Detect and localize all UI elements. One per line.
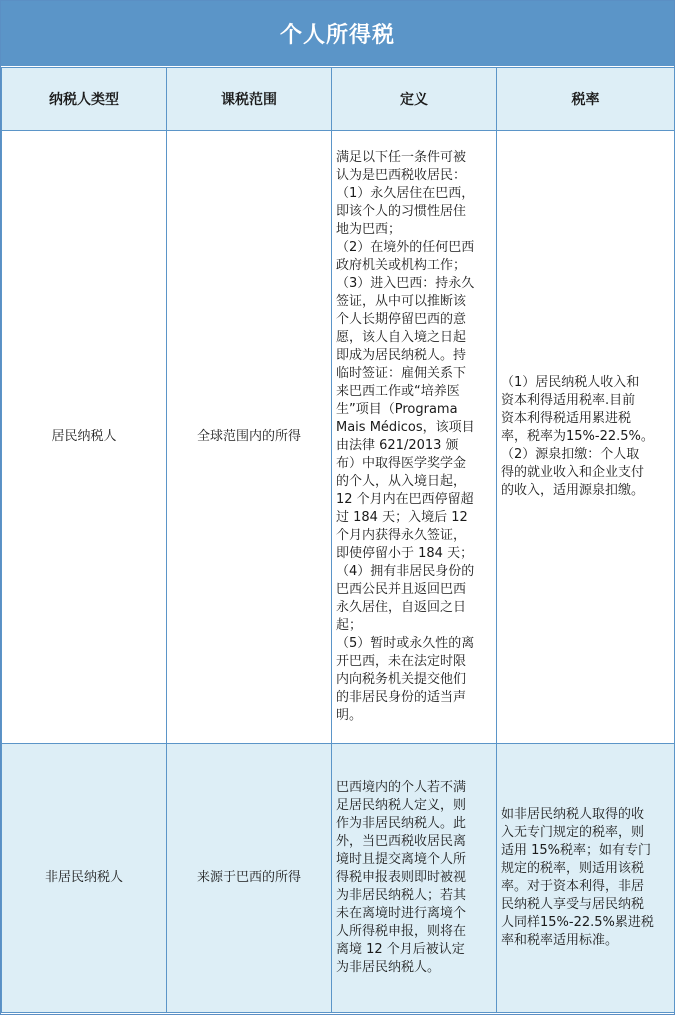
table-row-nonresident — [2, 744, 675, 1013]
text-line: 来巴西工作或“培养医 — [336, 384, 460, 399]
cell-tax-scope: 全球范围内的所得 — [167, 131, 332, 744]
text-line: 如非居民纳税人取得的收 — [501, 807, 645, 822]
text-line: 即成为居民纳税人。持 — [336, 348, 467, 363]
cell-definition — [332, 131, 497, 744]
text-line: 外，当巴西税收居民离 — [336, 834, 467, 849]
cell-tax-rate — [497, 131, 675, 744]
text-line: 巴西公民并且返回巴西 — [336, 582, 467, 597]
rate-lines — [501, 374, 669, 500]
text-line: （1）永久居住在巴西， — [336, 186, 475, 201]
text-line: 的非居民身份的适当声 — [336, 690, 467, 705]
text-line: 率。对于资本利得，非居 — [501, 879, 645, 894]
text-line: 人所得税申报，则将在 — [336, 924, 467, 939]
cell-taxpayer-type: 居民纳税人 — [2, 131, 167, 744]
text-line: 巴西境内的个人若不满 — [336, 780, 467, 795]
text-line: 足居民纳税人定义，则 — [336, 798, 467, 813]
header-tax-rate: 税率 — [497, 68, 675, 131]
text-line: 个人长期停留巴西的意 — [336, 312, 467, 327]
rate-lines — [501, 806, 669, 950]
definition-lines — [336, 149, 491, 725]
text-line: （2）在境外的任何巴西 — [336, 240, 475, 255]
text-line: 内向税务机关提交他们 — [336, 672, 467, 687]
table-header-row — [2, 68, 675, 131]
text-line: 个月内获得永久签证， — [336, 528, 467, 543]
text-line: 由法律 621/2013 颁 — [336, 438, 459, 453]
text-line: Mais Médicos，该项目 — [336, 420, 475, 435]
text-line: 得的就业收入和企业支付 — [501, 465, 645, 480]
text-line: 得税申报表则即时被视 — [336, 870, 467, 885]
text-line: 为非居民纳税人；若其 — [336, 888, 467, 903]
text-line: （2）源泉扣缴：个人取 — [501, 447, 640, 462]
text-line: 认为是巴西税收居民： — [336, 168, 467, 183]
cell-definition — [332, 744, 497, 1013]
text-line: 率，税率为15%-22.5%。 — [501, 429, 654, 444]
text-line: 愿，该人自入境之日起 — [336, 330, 467, 345]
text-line: （3）进入巴西：持永久 — [336, 276, 475, 291]
text-line: 离境 12 个月后被认定 — [336, 942, 465, 957]
text-line: （5）暂时或永久性的离 — [336, 636, 475, 651]
table-row-resident — [2, 131, 675, 744]
text-line: 适用 15%税率；如有专门 — [501, 843, 652, 858]
definition-lines — [336, 779, 491, 977]
text-line: 永久居住，自返回之日 — [336, 600, 467, 615]
header-definition: 定义 — [332, 68, 497, 131]
header-taxpayer-type: 纳税人类型 — [2, 68, 167, 131]
text-line: 资本利得适用税率.目前 — [501, 393, 636, 408]
header-tax-scope: 课税范围 — [167, 68, 332, 131]
text-line: 起； — [336, 618, 363, 633]
text-line: 满足以下任一条件可被 — [336, 150, 467, 165]
cell-tax-rate — [497, 744, 675, 1013]
text-line: 布）中取得医学奖学金 — [336, 456, 467, 471]
text-line: 政府机关或机构工作； — [336, 258, 467, 273]
text-line: （1）居民纳税人收入和 — [501, 375, 640, 390]
text-line: （4）拥有非居民身份的 — [336, 564, 475, 579]
text-line: 明。 — [336, 708, 363, 723]
page-title: 个人所得税 — [1, 1, 674, 67]
text-line: 入无专门规定的税率，则 — [501, 825, 645, 840]
text-line: 境时且提交离境个人所 — [336, 852, 467, 867]
text-line: 规定的税率，则适用该税 — [501, 861, 645, 876]
text-line: 临时签证：雇佣关系下 — [336, 366, 467, 381]
text-line: 生”项目（Programa — [336, 402, 458, 417]
text-line: 即使停留小于 184 天； — [336, 546, 474, 561]
cell-taxpayer-type: 非居民纳税人 — [2, 744, 167, 1013]
text-line: 签证，从中可以推断该 — [336, 294, 467, 309]
text-line: 人同样15%-22.5%累进税 — [501, 915, 654, 930]
text-line: 民纳税人享受与居民纳税 — [501, 897, 645, 912]
tax-table — [1, 67, 675, 1013]
text-line: 过 184 天；入境后 12 — [336, 510, 468, 525]
text-line: 作为非居民纳税人。此 — [336, 816, 467, 831]
text-line: 即该个人的习惯性居住 — [336, 204, 467, 219]
text-line: 的个人，从入境日起， — [336, 474, 467, 489]
text-line: 率和税率适用标准。 — [501, 933, 619, 948]
text-line: 地为巴西； — [336, 222, 402, 237]
text-line: 12 个月内在巴西停留超 — [336, 492, 474, 507]
text-line: 未在离境时进行离境个 — [336, 906, 467, 921]
text-line: 开巴西，未在法定时限 — [336, 654, 467, 669]
cell-tax-scope: 来源于巴西的所得 — [167, 744, 332, 1013]
text-line: 为非居民纳税人。 — [336, 960, 441, 975]
text-line: 的收入，适用源泉扣缴。 — [501, 483, 645, 498]
text-line: 资本利得税适用累进税 — [501, 411, 632, 426]
